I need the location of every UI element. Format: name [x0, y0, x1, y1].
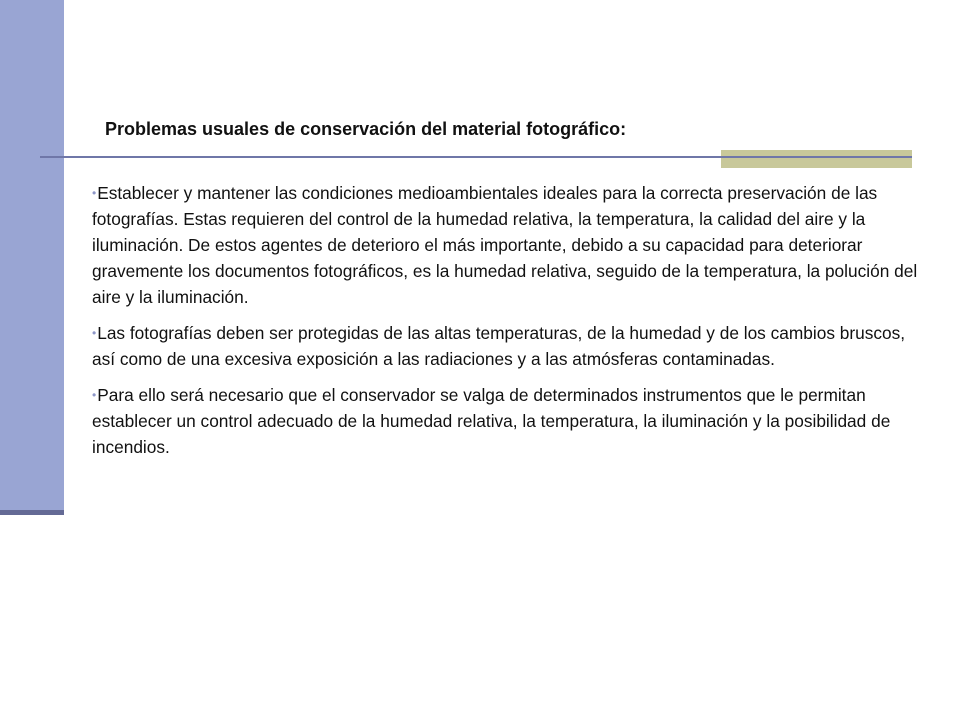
- slide-title: Problemas usuales de conservación del material fotográfico:: [105, 119, 627, 139]
- slide-body: [92, 180, 918, 470]
- paragraph-2-text: Las fotografías deben ser protegidas de las altas temperaturas, de la humedad y de los cambios bruscos, así como de una excesiva exposición a las radiaciones y a las atmósferas contaminadas.: [92, 323, 906, 369]
- paragraph-3: [92, 382, 918, 460]
- paragraph-1: [92, 180, 918, 310]
- paragraph-3-text: Para ello será necesario que el conservador se valga de determinados instrumentos que le permitan establecer un control adecuado de la humedad relativa, la temperatura, la iluminación y la posibilidad de incendios.: [92, 385, 891, 457]
- bullet-icon: •: [92, 388, 97, 402]
- bullet-icon: •: [92, 326, 97, 340]
- accent-block: [721, 150, 912, 168]
- paragraph-1-text: Establecer y mantener las condiciones medioambientales ideales para la correcta preservación de las fotografías. Estas requieren del control de la humedad relativa, la temperatura, la calidad del aire y la iluminación. De estos agentes de deterioro el más importante, debido a su capacidad para deteriorar gravemente los documentos fotográficos, es la humedad relativa, seguido de la temperatura, la polución del aire y la iluminación.: [92, 183, 918, 307]
- paragraph-2: [92, 320, 918, 372]
- accent-divider: [721, 156, 912, 158]
- side-bar-shadow: [0, 510, 64, 515]
- decorative-side-bar: [0, 0, 64, 512]
- bullet-icon: •: [92, 186, 97, 200]
